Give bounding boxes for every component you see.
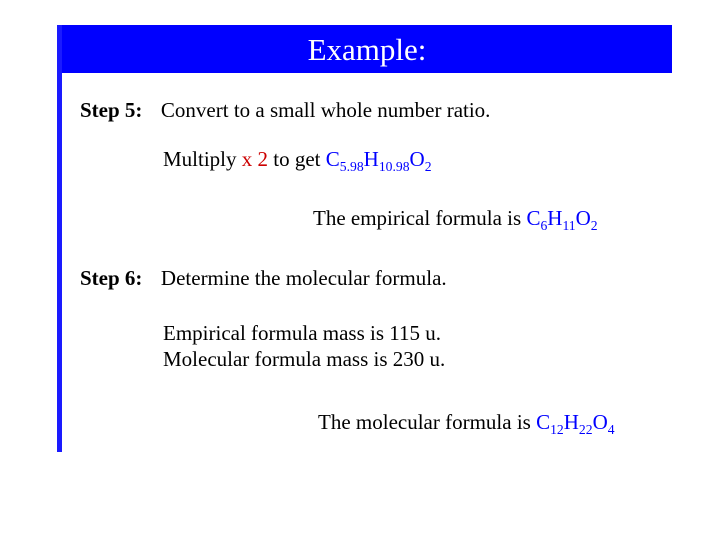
- element-symbol: C: [526, 206, 541, 230]
- element-symbol: H: [363, 147, 379, 171]
- empirical-formula-line: [313, 205, 598, 231]
- element-symbol: O: [409, 147, 425, 171]
- step5-label: Step 5:: [80, 98, 143, 122]
- multiply-factor: x 2: [241, 147, 269, 171]
- multiply-line: [163, 146, 432, 172]
- molecular-mass-line: Molecular formula mass is 230 u.: [163, 347, 446, 371]
- element-subscript: 5.98: [339, 158, 364, 174]
- step5-line: [80, 97, 490, 123]
- step6-line: [80, 265, 447, 291]
- element-symbol: H: [547, 206, 563, 230]
- ratio-formula: [325, 147, 432, 174]
- element-subscript: 2: [590, 217, 598, 233]
- title-bar: [62, 25, 672, 73]
- molecular-prefix: The molecular formula is: [318, 410, 537, 434]
- multiply-prefix: Multiply: [163, 147, 242, 171]
- element-subscript: 6: [540, 217, 548, 233]
- element-subscript: 4: [607, 421, 615, 437]
- element-symbol: H: [563, 410, 579, 434]
- element-symbol: O: [575, 206, 591, 230]
- empirical-prefix: The empirical formula is: [313, 206, 527, 230]
- molecular-formula: [536, 410, 615, 437]
- multiply-middle: to get: [268, 147, 326, 171]
- element-symbol: C: [536, 410, 551, 434]
- element-subscript: 12: [550, 421, 564, 437]
- molecular-formula-line: [318, 409, 615, 435]
- element-symbol: O: [592, 410, 608, 434]
- element-subscript: 10.98: [378, 158, 410, 174]
- empirical-formula: [526, 206, 598, 233]
- element-symbol: C: [325, 147, 340, 171]
- page-title: Example:: [307, 32, 427, 67]
- element-subscript: 11: [562, 217, 576, 233]
- element-subscript: 22: [578, 421, 593, 437]
- step6-label: Step 6:: [80, 266, 143, 290]
- step6-text: Determine the molecular formula.: [160, 266, 447, 290]
- empirical-mass-line: Empirical formula mass is 115 u.: [163, 321, 442, 345]
- element-subscript: 2: [424, 158, 432, 174]
- left-accent-rule: [57, 25, 62, 452]
- step5-text: Convert to a small whole number ratio.: [160, 98, 491, 122]
